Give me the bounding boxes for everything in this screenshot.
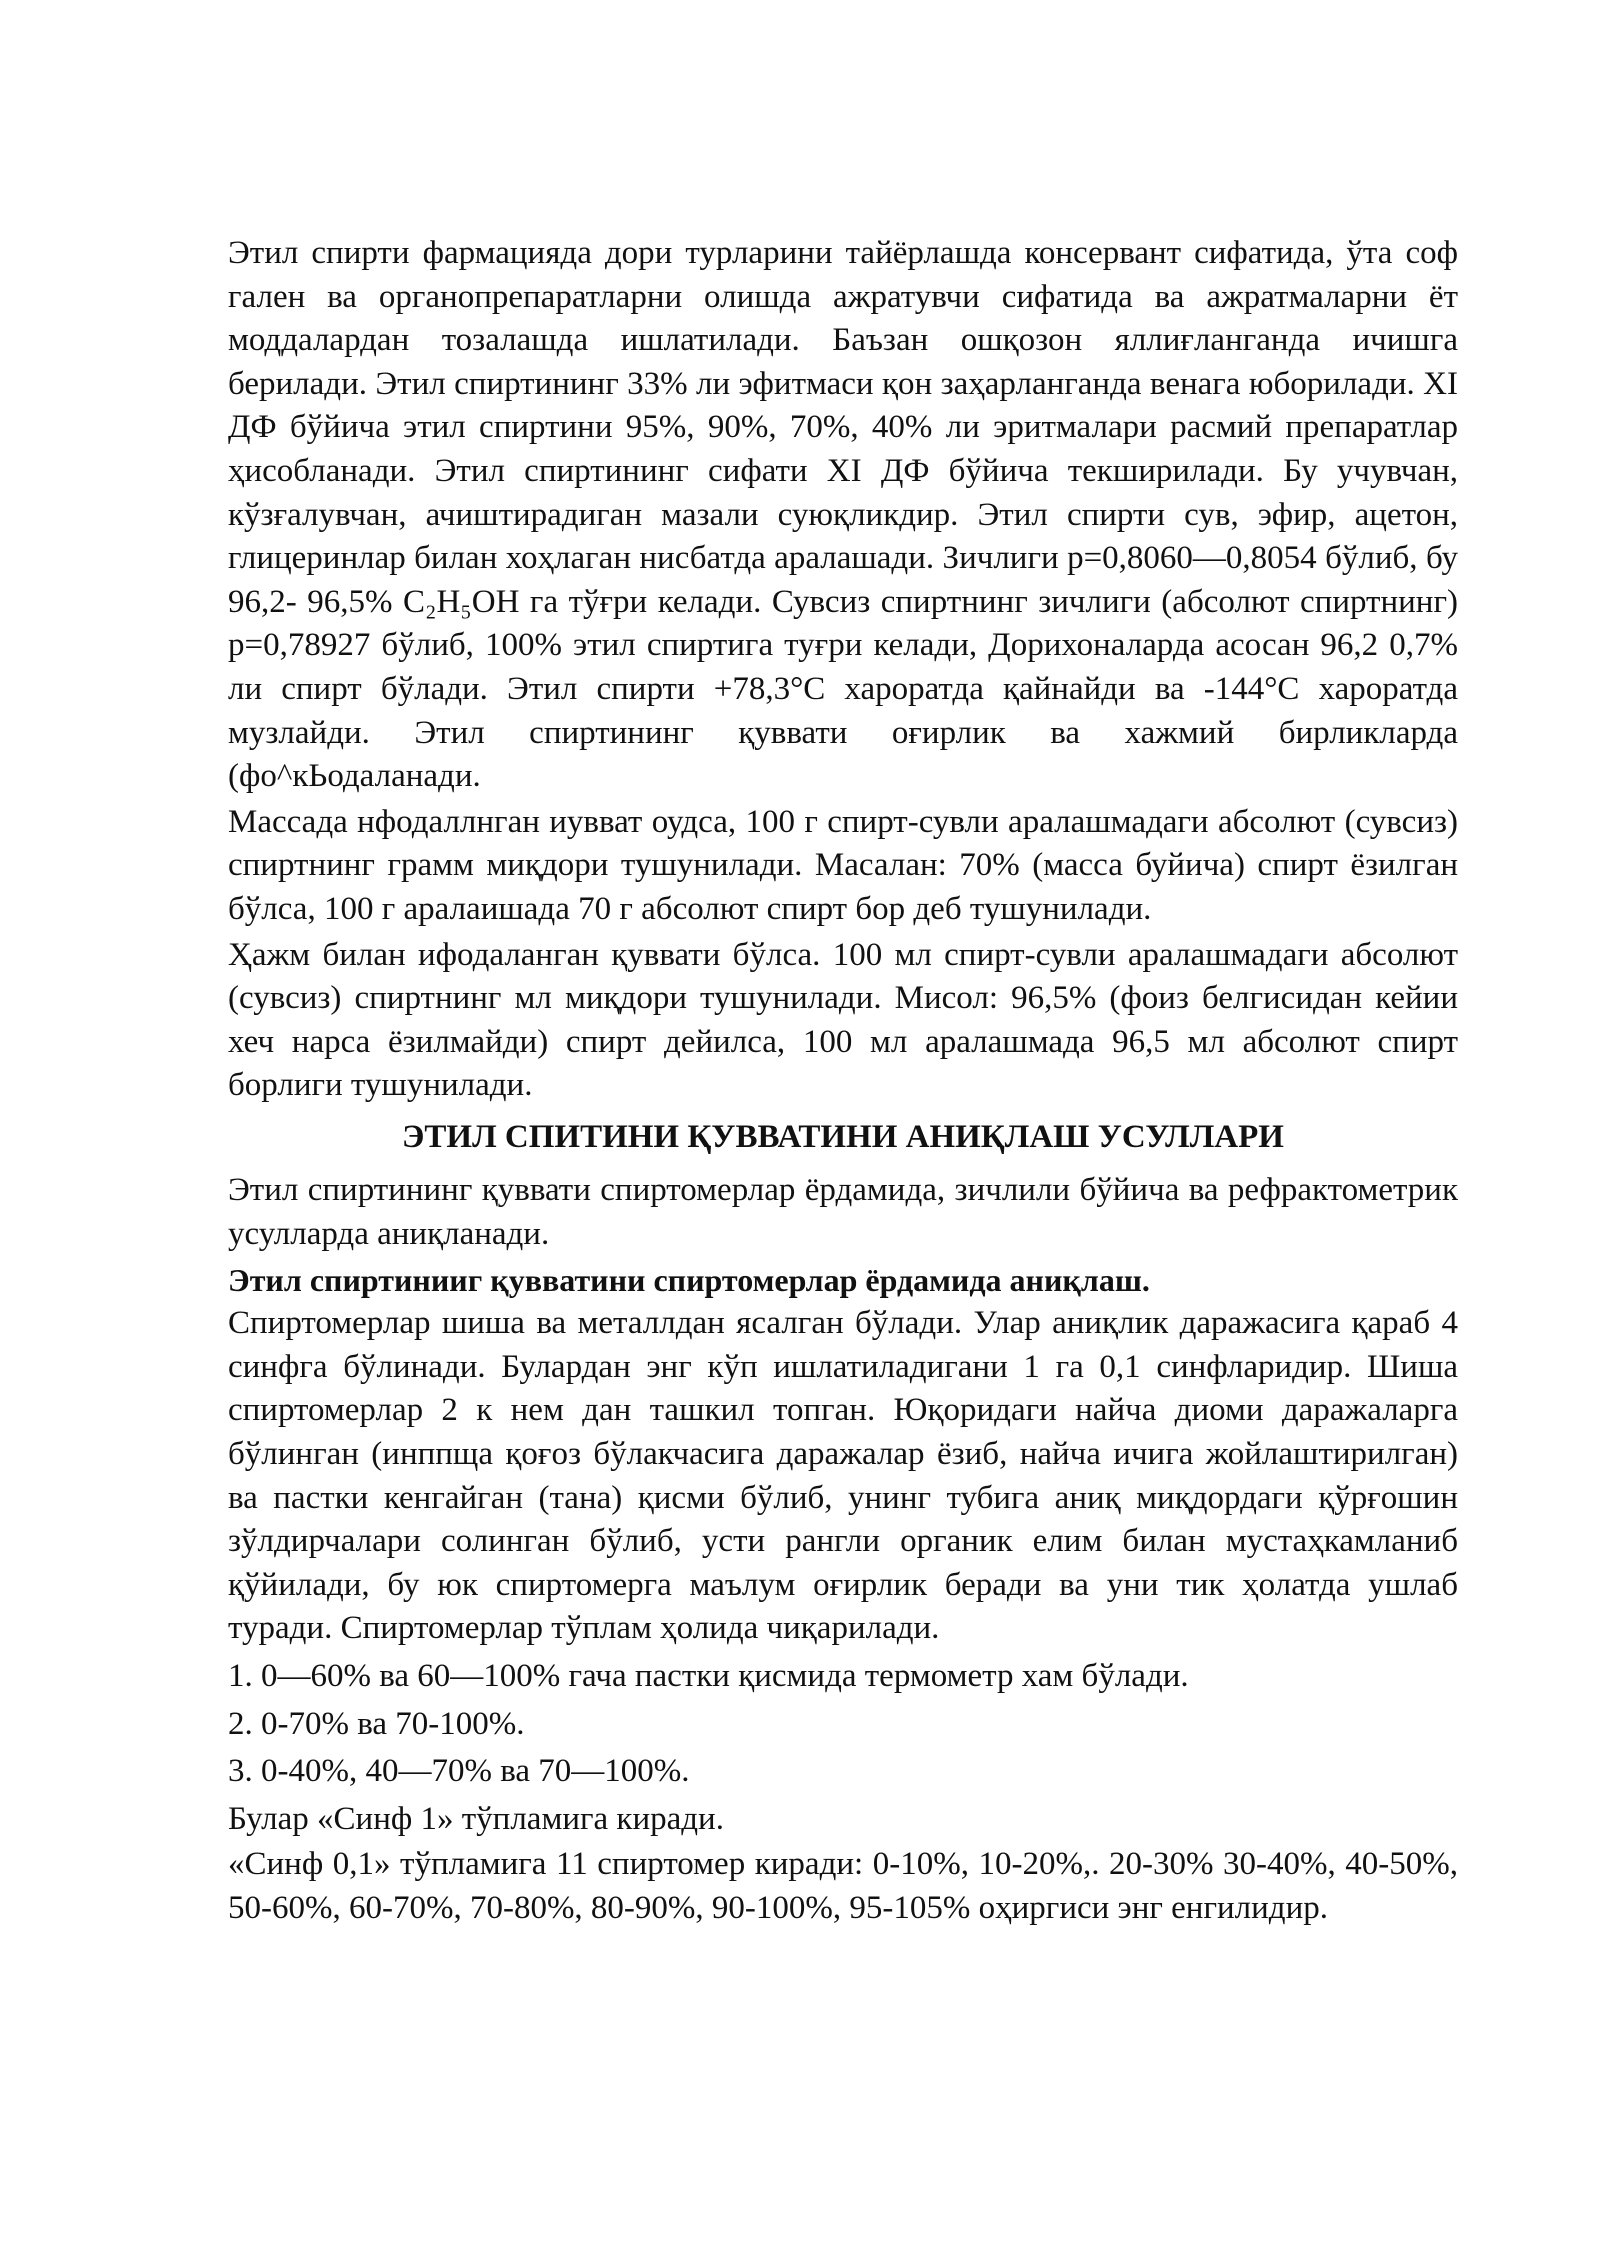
paragraph-alcoholmeters: Спиртомерлар шиша ва металлдан ясалган бўлади. Улар аниқлик даражасига қараб 4 синфга бўлинади. Булардан энг кўп ишлатиладигани 1 га 0,1 синфларидир. Шиша спиртомерлар 2 к нем дан ташкил топган. Юқоридаги найча диоми даражаларга бўлинган (инппща қоғоз бўлакчасига даражалар ёзиб, найча ичига жойлаштирилган) ва пастки кенгайган (тана) қисми бўлиб, унинг тубига аниқ миқдордаги қўрғошин зўлдирчалари солинган бўлиб, усти рангли органик елим билан мустаҳкамланиб қўйилади, бу юк спиртомерга маълум оғирлик беради ва уни тик ҳолатда ушлаб туради. Спиртомерлар тўплам ҳолида чиқарилади. (228, 1305, 1458, 1647)
list-item: 3. 0-40%, 40—70% ва 70—100%. (228, 1753, 690, 1790)
section-heading: ЭТИЛ СПИТИНИ ҚУВВАТИНИ АНИҚЛАШ УСУЛЛАРИ (402, 1118, 1284, 1155)
list-item: 2. 0-70% ва 70-100%. (228, 1705, 525, 1742)
document-page (228, 232, 1458, 1933)
list-item: 1. 0—60% ва 60—100% гача пастки қисмида термометр хам бўлади. (228, 1658, 1189, 1694)
paragraph-mass-strength: Массада нфодаллнган иувват оудса, 100 г спирт-сувли аралашмадаги абсолют (сувсиз) спиртнинг грамм миқдори тушунилади. Масалан: 70% (масса буйича) спирт ёзилган бўлса, 100 г аралаишада 70 г абсолют спирт бор деб тушунилади. (228, 803, 1458, 927)
paragraph-class-0-1: «Синф 0,1» тўпламига 11 спиртомер киради: 0-10%, 10-20%,. 20-30% 30-40%, 40-50%, 50-60%, 60-70%, 70-80%, 80-90%, 90-100%, 95-105% оҳиргиси энг енгилидир. (228, 1846, 1458, 1926)
subsection-heading: Этил спиртинииг қувватини спиртомерлар ёрдамида аниқлаш. (228, 1261, 1150, 1298)
alcoholmeter-set-list (228, 1655, 1458, 1794)
paragraph-methods-intro: Этил спиртининг қуввати спиртомерлар ёрдамида, зичлили бўйича ва рефрактометрик усулларда аниқланади. (228, 1172, 1458, 1253)
paragraph-ethyl-alcohol-description: Этил спирти фармацияда дори турларини тайёрлашда консервант сифатида, ўта соф гален ва органопрепаратларни олишда ажратувчи сифатида ва ажратмаларни ёт моддалардан тозалашда ишлатилади. Баъзан ошқозон яллиғланганда ичишга берилади. Этил спиртининг 33% ли эфитмаси қон заҳарланганда венага юборилади. XI ДФ бўйича этил спиртини 95%, 90%, 70%, 40% ли эритмалари расмий препаратлар ҳисобланади. Этил спиртининг сифати XI ДФ бўйича текширилади. Бу учувчан, кўзғалувчан, ачиштирадиган мазали суюқликдир. Этил спирти сув, эфир, ацетон, глицеринлар билан хоҳлаган нисбатда аралашади. Зичлиги p=0,8060—0,8054 бўлиб, бу 96,2- 96,5% C₂H₅OH га тўғри келади. Сувсиз спиртнинг зичлиги (абсолют спиртнинг) p=0,78927 бўлиб, 100% этил спиртига туғри келади, Дорихоналарда асосан 96,2 0,7% ли спирт бўлади. Этил спирти +78,3°С хароратда қайнайди ва -144°С хароратда музлайди. Этил спиртининг қуввати оғирлик ва хажмий бирликларда (фо^кЬодаланади. (228, 235, 1458, 795)
paragraph-volume-strength: Ҳажм билан ифодаланган қуввати бўлса. 100 мл спирт-сувли аралашмадаги абсолют (сувсиз) спиртнинг мл миқдори тушунилади. Мисол: 96,5% (фоиз белгисидан кейии хеч нарса ёзилмайди) спирт дейилса, 100 мл аралашмада 96,5 мл абсолют спирт борлиги тушунилади. (228, 936, 1458, 1104)
paragraph-class-1: Булар «Синф 1» тўпламига киради. (228, 1800, 724, 1837)
